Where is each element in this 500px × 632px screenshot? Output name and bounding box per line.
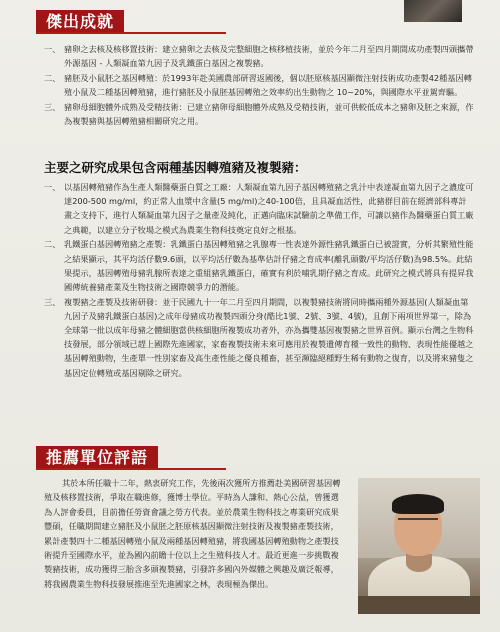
top-photo [404,0,462,22]
item-text: 豬卵之去核及核移置技術：建立豬卵之去核及完整細胞之核移植技術，並於今年二月至四月期間成功產製四頭攜帶外源基因 - 人類凝血第九因子及乳鐵蛋白基因之複製豬。 [64,44,474,69]
portrait-neck [406,554,432,572]
list-item [44,180,474,237]
item-text: 豬卵母細胞體外成熟及受精技術：已建立豬卵母細胞體外成熟及受精技術，並可供較低成本之豬卵及胚之來源，作為複製豬與基因轉殖豬相關研究之用。 [64,101,474,127]
achievements-title: 傑出成就 [36,10,124,34]
item-number: 一、 [44,44,61,54]
item-text: 豬胚及小鼠胚之基因轉殖：於1993年赴美國農部研習返國後，個以胚原核基因顯微注射技術成功產製42種基因轉殖小鼠及二種基因轉殖豬，進行豬胚及小鼠胚基因轉殖之效率約出生動物之 10~20%，與國際水平並駕齊驅。 [64,72,472,98]
achievements-list [44,42,474,129]
recommendation-text: 其於本所任職十二年，熱衷研究工作，先後兩次獲所方推薦赴美國研習基因轉殖及核移置技術，爭取在職進修，獲博士學位。平時為人謙和、熱心公益，曾獲選為人評會委員，目前擔任勞資會議之勞方代表。並於農業生物科技之專業研究成果豐碩，任職期間建立豬胚及小鼠胚之胚原核基因顯微注射技術及複製豬產製技術，累計產製四十二種基因轉殖小鼠及兩種基因轉殖豬，將我國基因轉殖動物之產製技術提升至國際水平，並為國內前瞻十位以上之生殖科技人才。最近更進一步挑戰複製豬技術，成功獲得三胎含多頭複製豬，引發許多國內外媒體之興趣及廣泛報導，將我國農業生物科技發展推進至先進國家之林，表現極為傑出。 [44,478,341,589]
item-number: 三、 [44,101,61,112]
list-item [44,42,474,70]
portrait-hair [392,494,444,514]
achievements-title-underline [36,32,226,34]
item-number: 二、 [44,239,61,250]
research-list [44,180,474,380]
item-text: 以基因轉殖豬作為生產人類醫藥蛋白質之工廠：人類凝血第九因子基因轉殖豬之乳汁中表達凝血第九因子之濃度可達200-500 mg/ml，約正常人血漿中含量(5 mg/ml)之40-100倍，且具凝血活性，此豬群目前在經濟部科專計畫之支持下，進行人類凝血第九因子之量產及純化，正邁向臨床試驗前之準備工作，可讓以豬作為醫藥蛋白質工廠之典範，以建立分子牧場之模式為農業生物科技奠定良好之根基。 [64,182,474,235]
item-text: 乳鐵蛋白基因轉殖豬之產製：乳鐵蛋白基因轉殖豬之乳腺專一性表達外源性豬乳鐵蛋白已被證實，分析其繁殖性能之結果顯示，其平均活仔數9.6頭，以平均活仔數為基準估計仔豬之育成率(離乳頭數/平均活仔數)為98.5%。此結果提示，基因轉殖母豬乳腺所表達之重組豬乳鐵蛋白，確實有利於哺乳期仔豬之育成。此研究之模式將具有提昇我國傳統養豬產業及生物技術之國際競爭力的潛能。 [64,239,474,292]
portrait-foreground [358,596,480,614]
list-item [44,237,474,294]
list-item [44,100,474,128]
portrait-photo [358,478,480,614]
item-number: 一、 [44,182,61,192]
list-item [44,295,474,380]
recommendation-title: 推薦單位評語 [36,446,158,470]
item-text: 複製豬之產製及技術研發：並于民國九十一年二月至四月期間，以複製豬技術將同時攜兩種外源基因(人類凝血第九因子及豬乳鐵蛋白基因)之成年母豬成功複製四頭分身(酷比1號、2號、3號、4號)，且創下兩項世界第一，除為全球第一批以成年母豬之體細胞當供核細胞所複製成功者外，亦為攜雙基因複製豬之世界首例。顯示台灣之生物科技發展，部分領域已趕上國際先進國家，家畜複製技術未來可應用於複製遺傳育種一致性的動物、表現性能優越之基因轉殖動物，生產單一性別家畜及高生產性能之優良種畜，甚至瀕臨絕種野生稀有動物之復育，以及將來豬隻之基因定位轉殖或基因剔除之研究。 [64,296,474,378]
recommendation-title-underline [36,468,226,470]
research-heading: 主要之研究成果包含兩種基因轉殖豬及複製豬： [44,160,307,175]
list-item [44,71,474,99]
item-number: 二、 [44,72,61,83]
item-number: 三、 [44,296,61,307]
portrait-glasses [398,518,438,528]
